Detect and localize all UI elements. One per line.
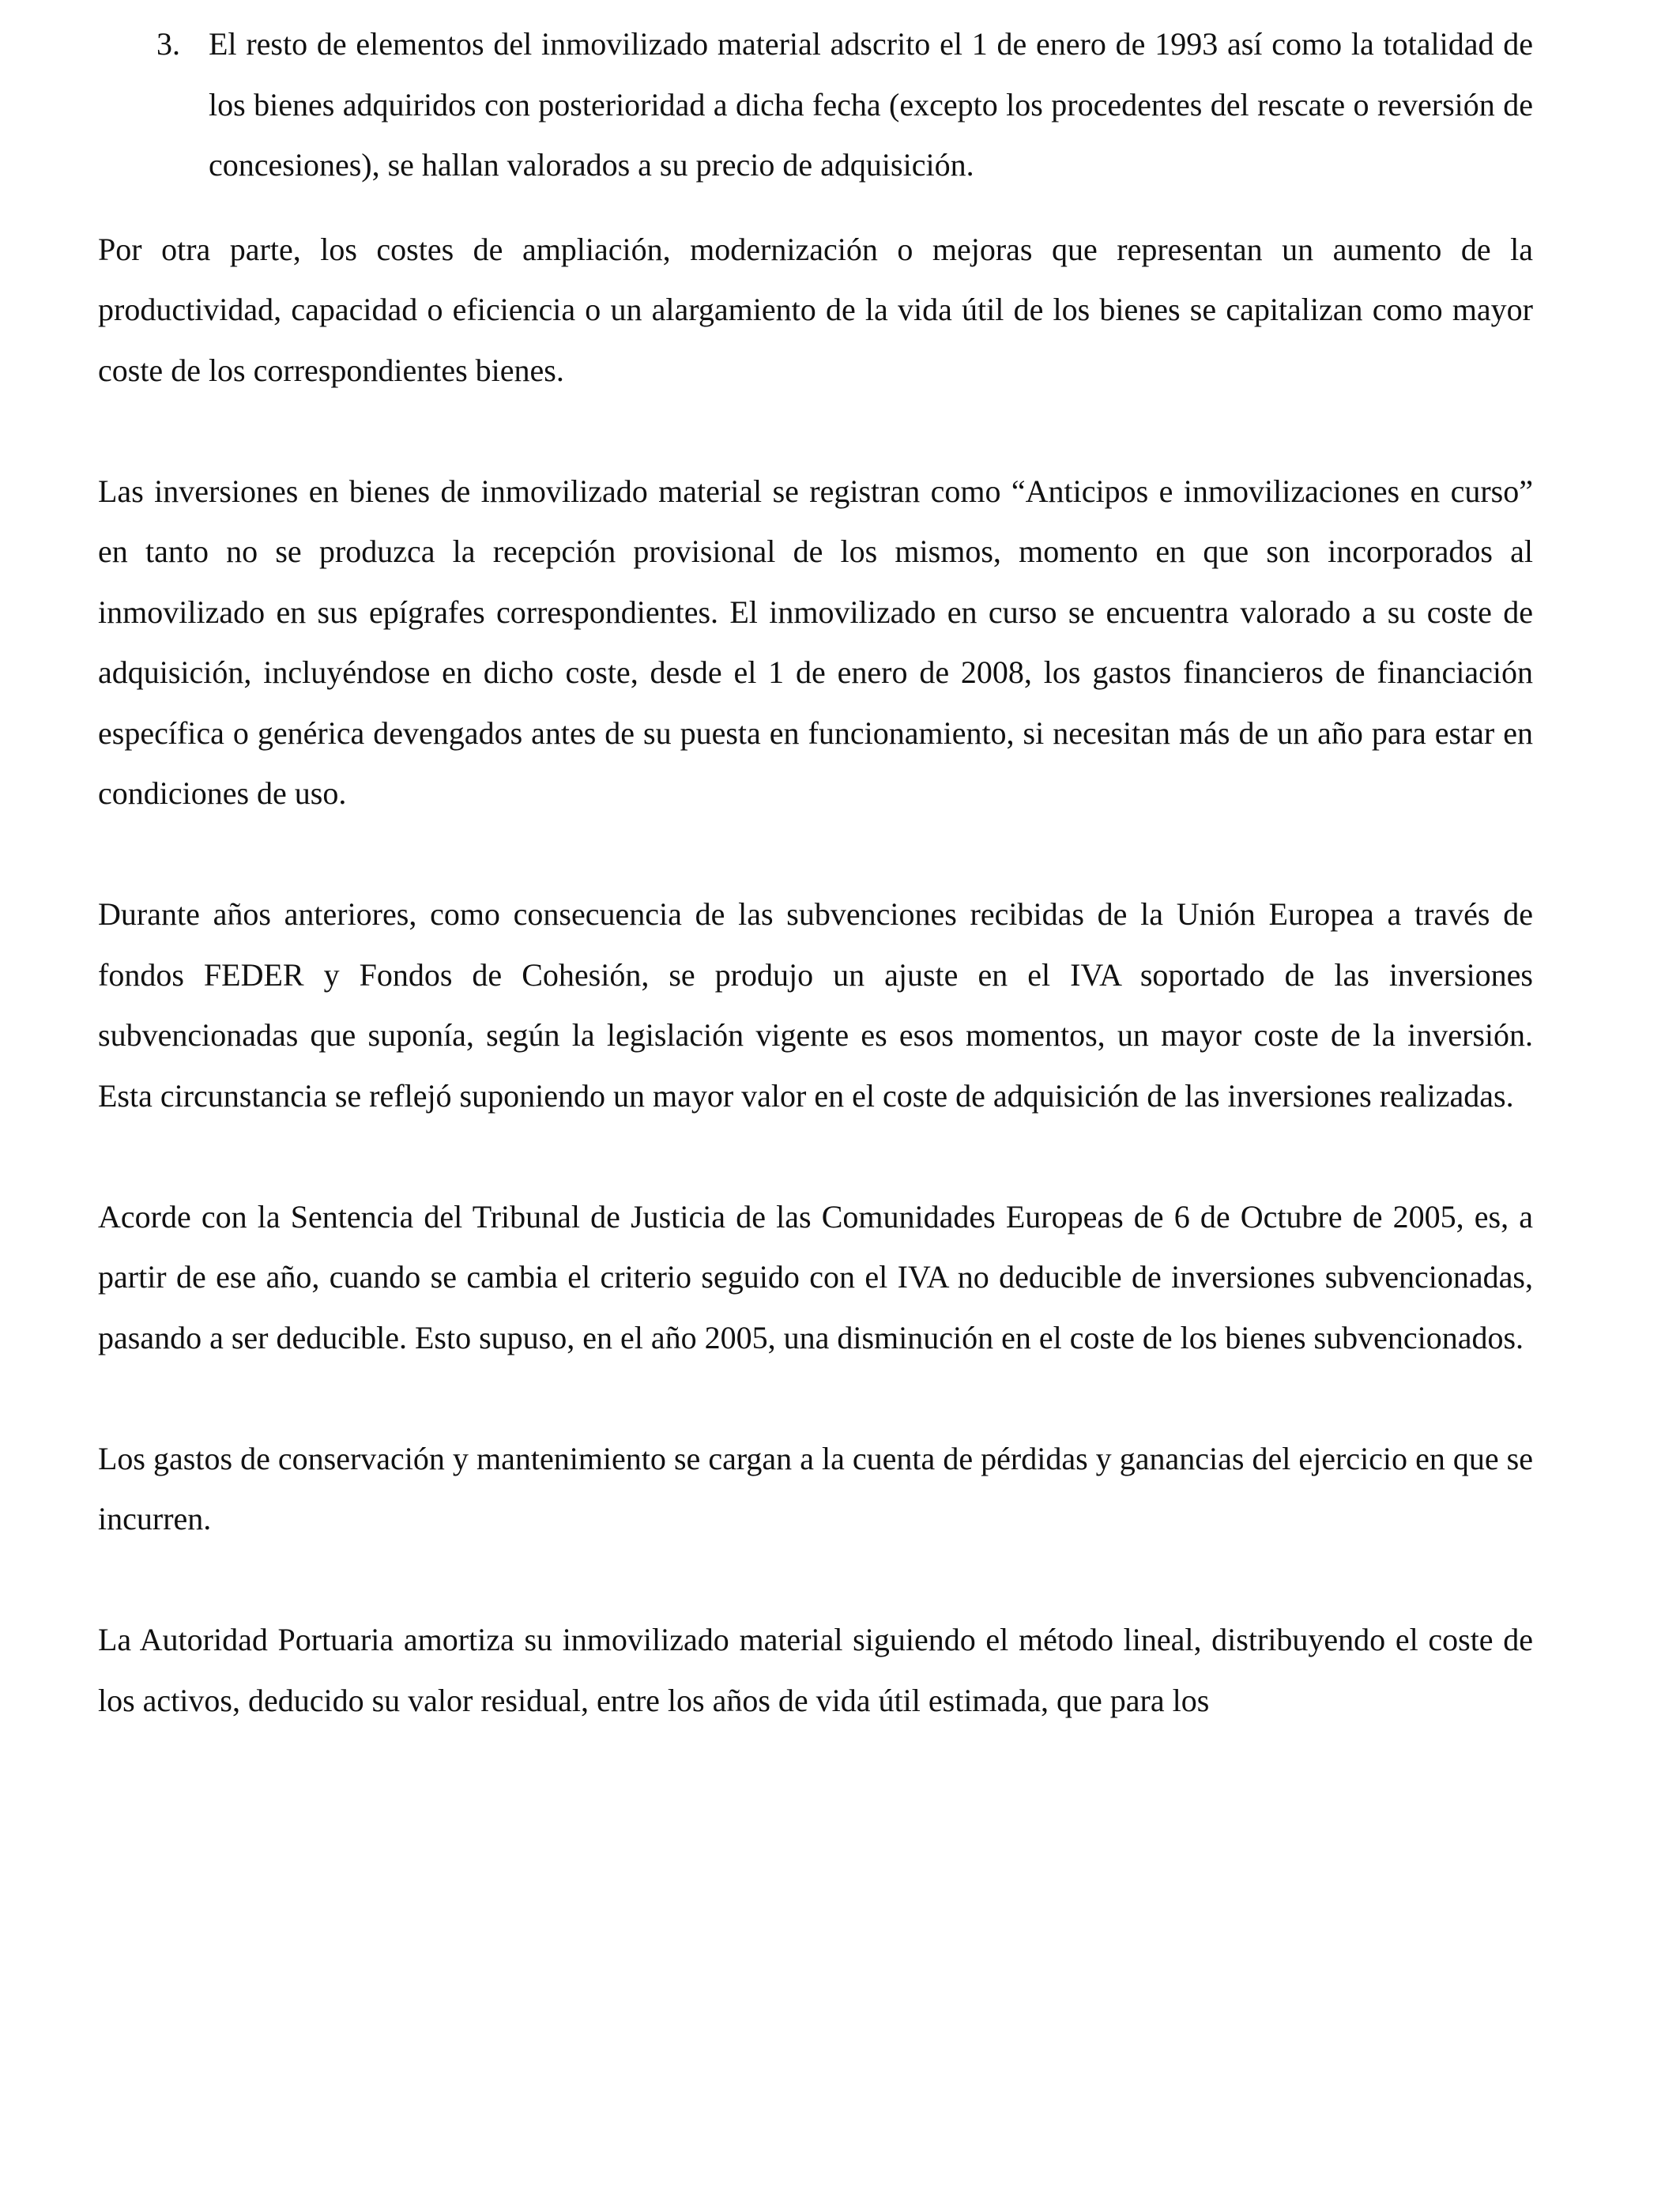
paragraph-4: Acorde con la Sentencia del Tribunal de Justicia de las Comunidades Europeas de 6 de Octubre de 2005, es, a partir de ese año, cuando se cambia el criterio seguido con el IVA no deducible de inversiones subvencionadas, pasando a ser deducible. Esto supuso, en el año 2005, una disminución en el coste de los bienes subvencionados. (98, 1198, 1533, 1355)
paragraph-5: Los gastos de conservación y mantenimiento se cargan a la cuenta de pérdidas y ganancias del ejercicio en que se incurren. (98, 1440, 1533, 1536)
paragraph-6: La Autoridad Portuaria amortiza su inmovilizado material siguiendo el método lineal, distribuyendo el coste de los activos, deducido su valor residual, entre los años de vida útil estimada, que para los (98, 1622, 1533, 1718)
paragraph-2: Las inversiones en bienes de inmovilizado material se registran como “Anticipos e inmovilizaciones en curso” en tanto no se produzca la recepción provisional de los mismos, momento en que son incorporados al inmovilizado en sus epígrafes correspondientes. El inmovilizado en curso se encuentra valorado a su coste de adquisición, incluyéndose en dicho coste, desde el 1 de enero de 2008, los gastos financieros de financiación específica o genérica devengados antes de su puesta en funcionamiento, si necesitan más de un año para estar en condiciones de uso. (98, 473, 1533, 811)
document-page (98, 14, 1533, 1731)
list-item-text: El resto de elementos del inmovilizado material adscrito el 1 de enero de 1993 así como la totalidad de los bienes adquiridos con posterioridad a dicha fecha (excepto los procedentes del rescate o reversión de concesiones), se hallan valorados a su precio de adquisición. (209, 26, 1533, 183)
paragraph-1: Por otra parte, los costes de ampliación, modernización o mejoras que representan un aumento de la productividad, capacidad o eficiencia o un alargamiento de la vida útil de los bienes se capitalizan como mayor coste de los correspondientes bienes. (98, 231, 1533, 388)
list-number: 3. (156, 26, 180, 62)
paragraph-3: Durante años anteriores, como consecuencia de las subvenciones recibidas de la Unión Europea a través de fondos FEDER y Fondos de Cohesión, se produjo un ajuste en el IVA soportado de las inversiones subvencionadas que suponía, según la legislación vigente es esos momentos, un mayor coste de la inversión. Esta circunstancia se reflejó suponiendo un mayor valor en el coste de adquisición de las inversiones realizadas. (98, 896, 1533, 1114)
list-item-3 (156, 14, 1533, 196)
